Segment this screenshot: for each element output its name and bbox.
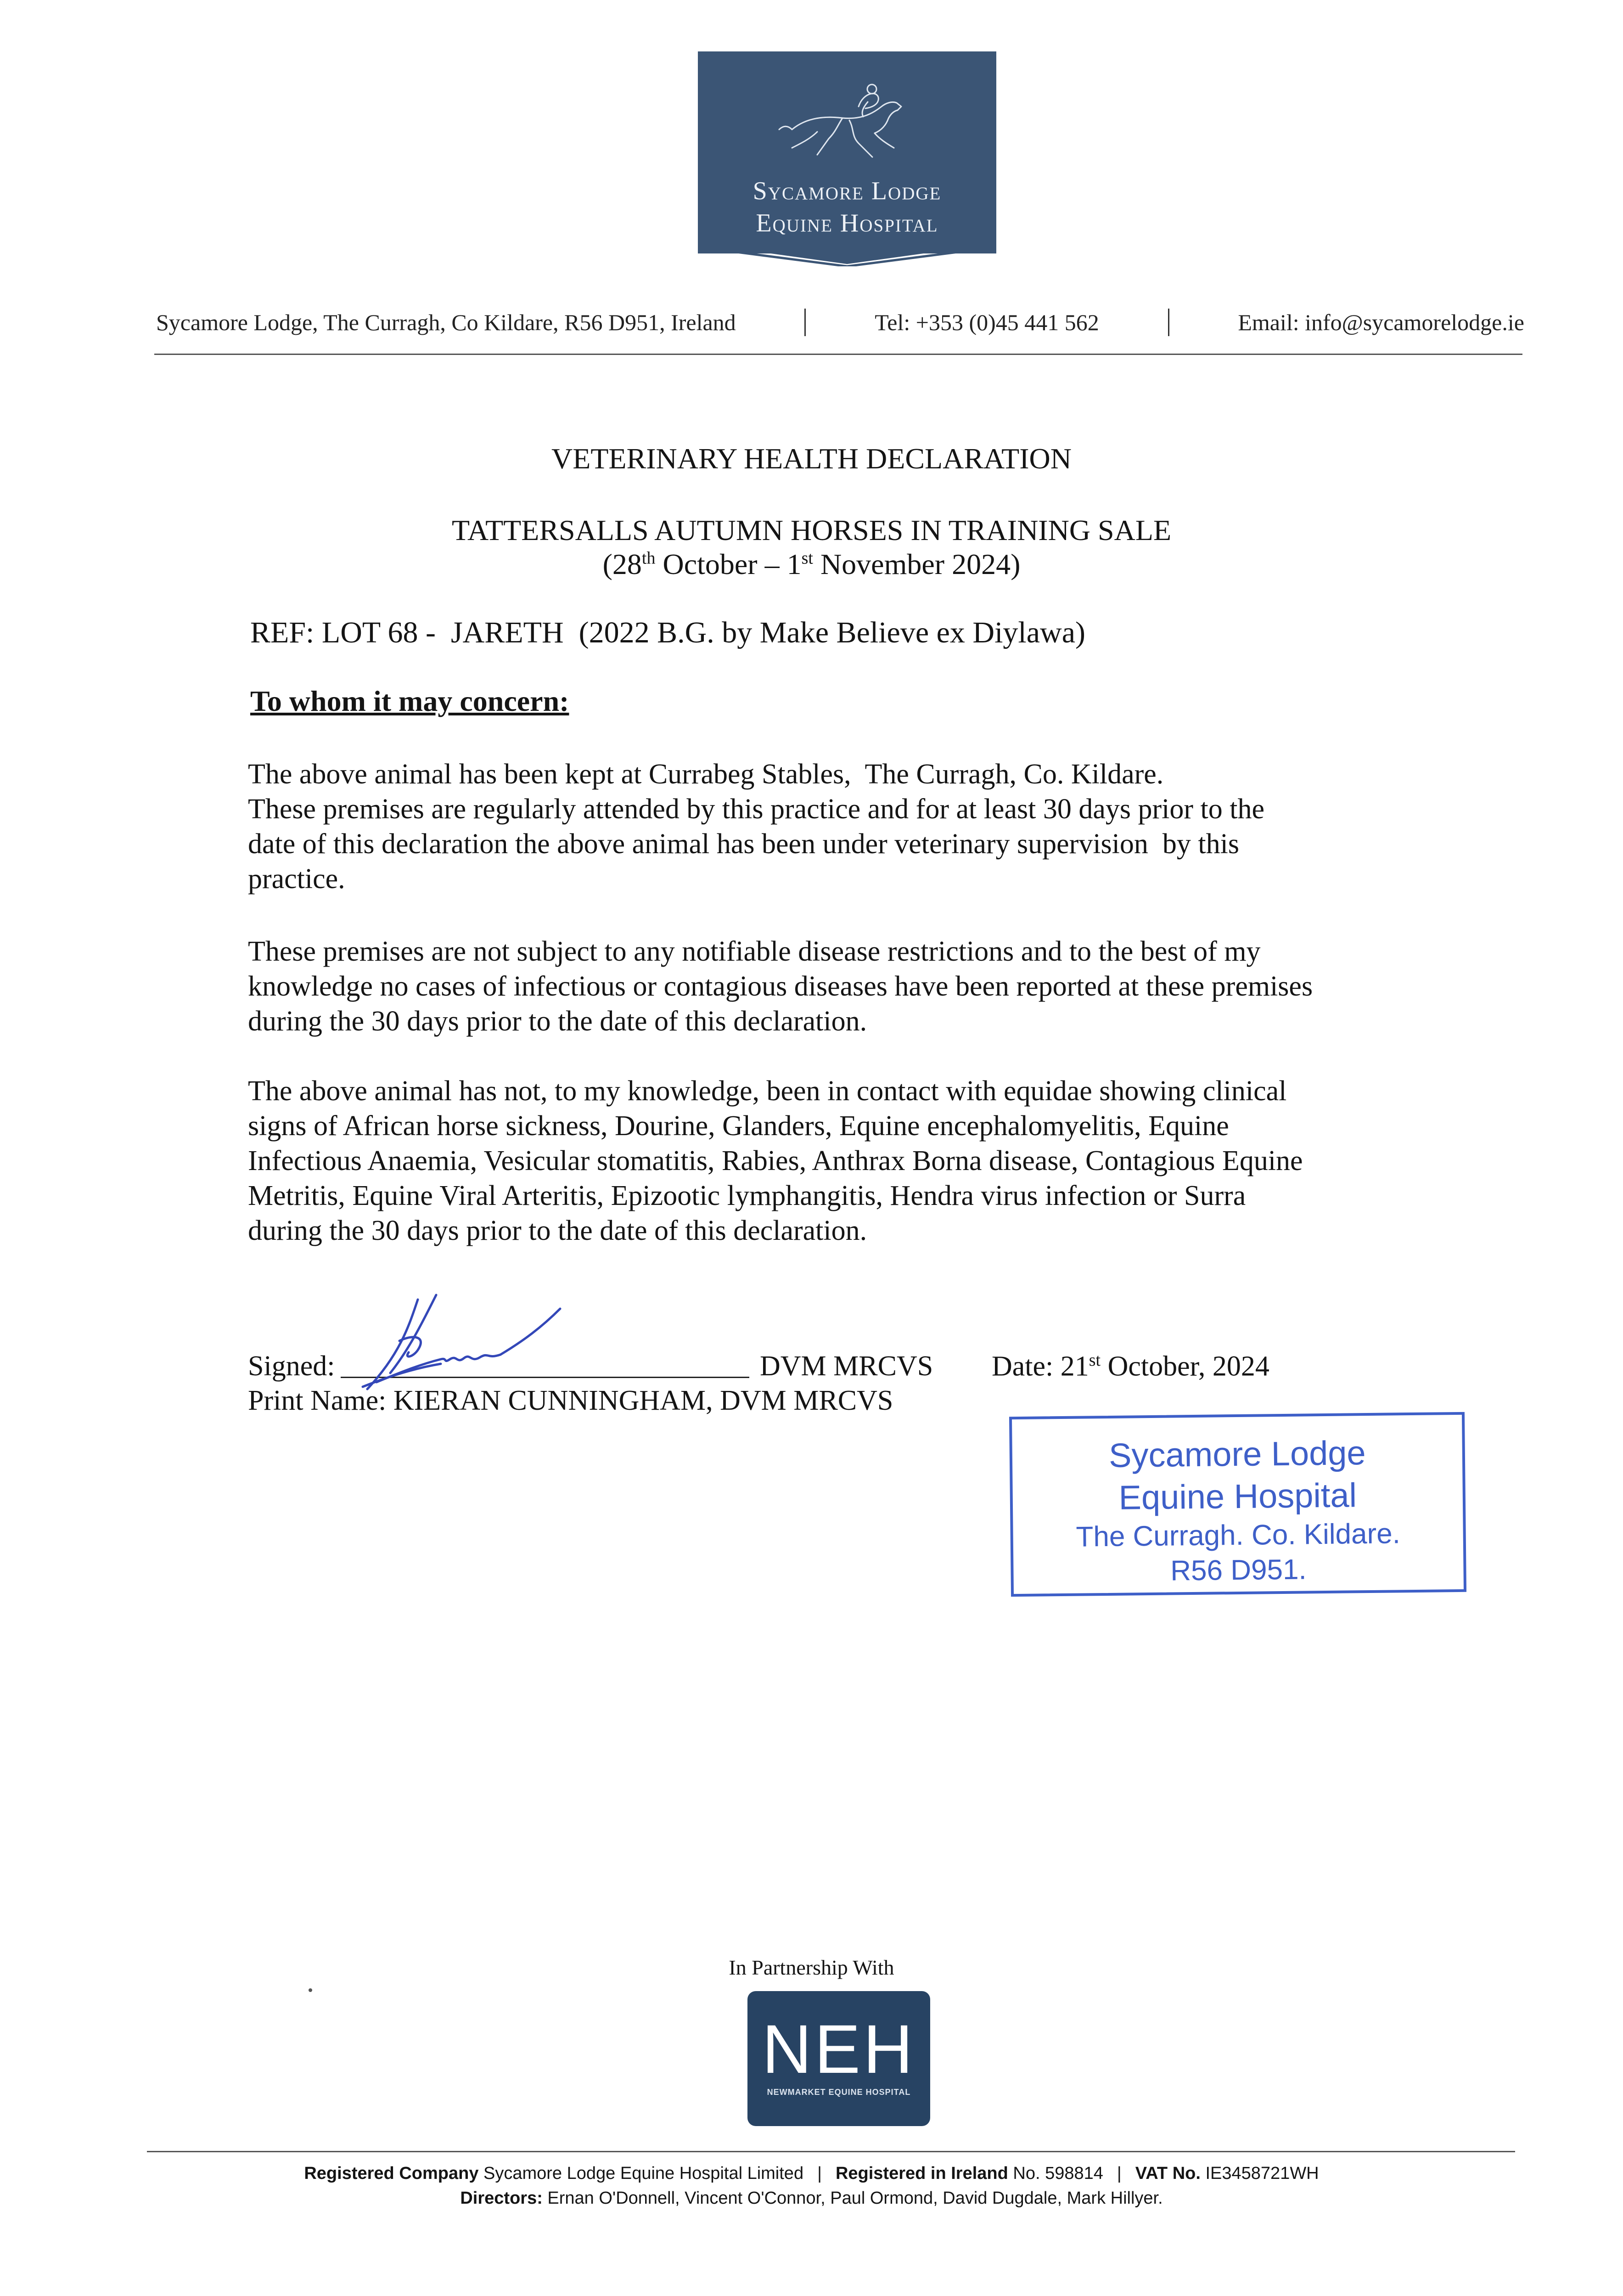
stamp-line: R56 D951. xyxy=(1170,1553,1307,1587)
text-line: during the 30 days prior to the date of this declaration. xyxy=(248,1006,867,1037)
document-title: VETERINARY HEALTH DECLARATION xyxy=(551,442,1072,475)
hospital-email: Email: info@sycamorelodge.ie xyxy=(1238,310,1524,335)
declaration-date: Date: 21st October, 2024 xyxy=(992,1351,1269,1382)
sale-name: TATTERSALLS AUTUMN HORSES IN TRAINING SALE xyxy=(451,514,1172,546)
stamp-line: Sycamore Lodge xyxy=(1108,1434,1366,1474)
logo-ribbon-base xyxy=(698,239,996,266)
hospital-address: Sycamore Lodge, The Curragh, Co Kildare, R56 D951, Ireland xyxy=(156,310,736,335)
divider xyxy=(804,309,806,336)
sale-dates: (28th October – 1st November 2024) xyxy=(602,548,1021,580)
signer-credentials: DVM MRCVS xyxy=(760,1351,933,1382)
neh-logo xyxy=(747,1991,930,2126)
footer-directors: Directors: Ernan O'Donnell, Vincent O'Connor, Paul Ormond, David Dugdale, Mark Hillyer. xyxy=(460,2189,1163,2208)
logo-line-sycamore-lodge: Sycamore Lodge xyxy=(753,177,942,205)
handwritten-signature xyxy=(349,1290,588,1396)
paragraph-premises xyxy=(248,757,1432,896)
neh-logo-text: NEH xyxy=(762,2010,916,2088)
paragraph-contact-diseases xyxy=(248,1074,1432,1248)
text-line: Infectious Anaemia, Vesicular stomatitis, Rabies, Anthrax Borna disease, Contagious Equine xyxy=(248,1145,1303,1176)
hospital-logo xyxy=(698,51,996,253)
paragraph-disease-restrictions xyxy=(248,934,1432,1039)
signed-label: Signed: xyxy=(248,1351,335,1382)
partner-label: In Partnership With xyxy=(729,1956,894,1979)
text-line: Metritis, Equine Viral Arteritis, Epizootic lymphangitis, Hendra virus infection or Surra xyxy=(248,1180,1246,1211)
text-line: These premises are regularly attended by this practice and for at least 30 days prior to the xyxy=(248,793,1264,825)
logo-line-equine-hospital: Equine Hospital xyxy=(756,209,938,237)
text-line: during the 30 days prior to the date of this declaration. xyxy=(248,1215,867,1246)
text-line: signs of African horse sickness, Dourine, Glanders, Equine encephalomyelitis, Equine xyxy=(248,1110,1229,1142)
footer-rule xyxy=(147,2151,1515,2152)
hospital-stamp xyxy=(1009,1412,1466,1597)
print-name: Print Name: KIERAN CUNNINGHAM, DVM MRCVS xyxy=(248,1385,893,1416)
text-line: The above animal has been kept at Currabeg Stables, The Curragh, Co. Kildare. xyxy=(248,759,1164,790)
text-line: date of this declaration the above animal has been under veterinary supervision by this xyxy=(248,828,1239,860)
divider xyxy=(1168,309,1169,336)
text-line: practice. xyxy=(248,863,345,895)
footer-registration: Registered Company Sycamore Lodge Equine Hospital Limited | Registered in Ireland No. 598814 | VAT No. IE3458721WH xyxy=(304,2164,1319,2183)
stamp-line: Equine Hospital xyxy=(1118,1476,1357,1517)
text-line: The above animal has not, to my knowledge, been in contact with equidae showing clinical xyxy=(248,1075,1287,1107)
text-line: These premises are not subject to any notifiable disease restrictions and to the best of my xyxy=(248,936,1261,967)
neh-logo-subtitle: NEWMARKET EQUINE HOSPITAL xyxy=(767,2088,911,2097)
salutation: To whom it may concern: xyxy=(250,685,569,717)
stamp-line: The Curragh. Co. Kildare. xyxy=(1076,1518,1401,1553)
stray-mark xyxy=(309,1988,312,1992)
racehorse-jockey-icon xyxy=(774,74,921,175)
text-line: knowledge no cases of infectious or contagious diseases have been reported at these premises xyxy=(248,971,1313,1002)
header-rule xyxy=(154,354,1522,355)
lot-reference: REF: LOT 68 - JARETH (2022 B.G. by Make Believe ex Diylawa) xyxy=(250,616,1085,649)
letterhead-contact-line xyxy=(156,309,1524,336)
hospital-phone: Tel: +353 (0)45 441 562 xyxy=(875,310,1099,335)
